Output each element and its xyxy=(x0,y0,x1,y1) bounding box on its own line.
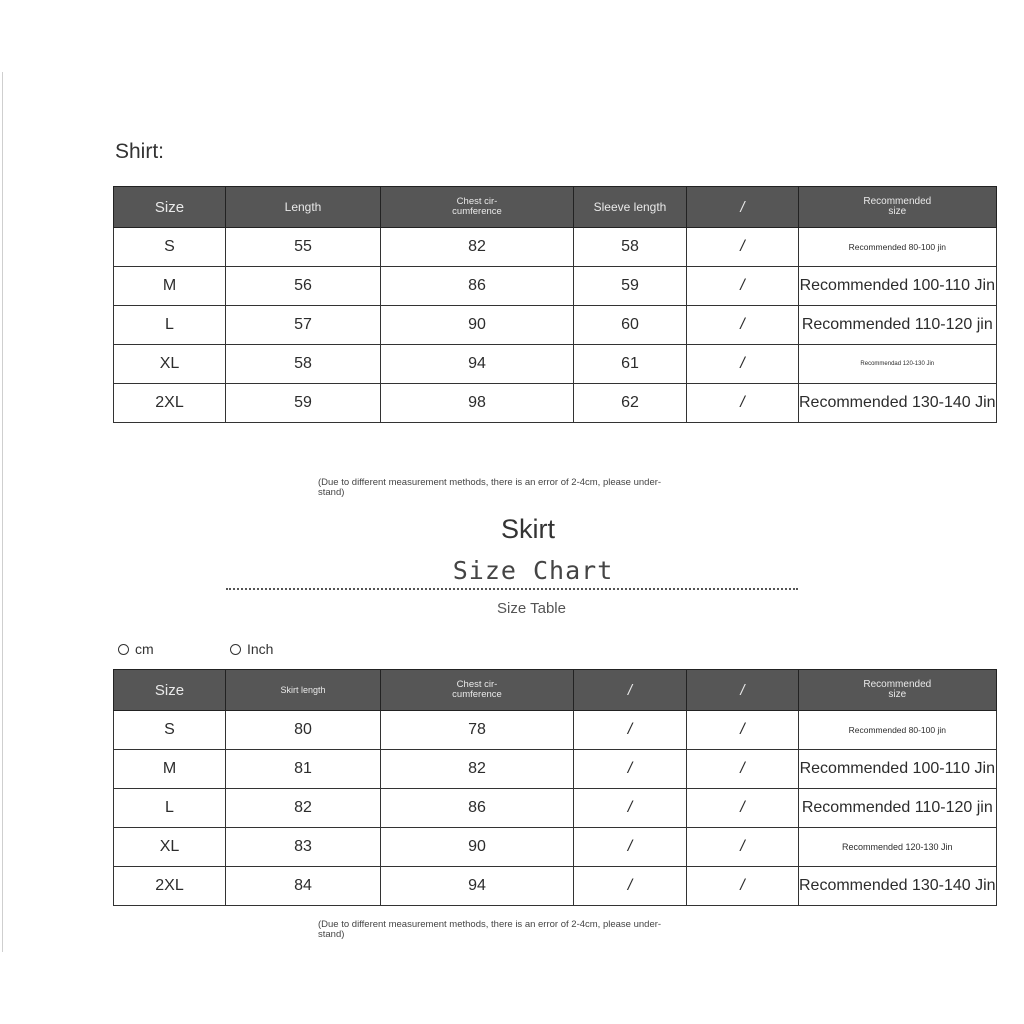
unit-option-cm[interactable] xyxy=(118,641,154,657)
cell-chest: 86 xyxy=(381,267,574,306)
header-slash: / xyxy=(687,187,799,228)
cell-skirt-length: 81 xyxy=(226,750,381,789)
cell-recommended: Recommended 80-100 jin xyxy=(799,711,997,750)
table-row xyxy=(114,267,997,306)
table-row xyxy=(114,828,997,867)
cell-size: 2XL xyxy=(114,384,226,423)
table-row xyxy=(114,345,997,384)
cell-recommended: Recommended 100-110 Jin xyxy=(799,750,997,789)
header-size: Size xyxy=(114,187,226,228)
table-row xyxy=(114,750,997,789)
cell-size: M xyxy=(114,750,226,789)
header-sleeve-length: Sleeve length xyxy=(574,187,687,228)
header-slash: / xyxy=(687,670,799,711)
table-header-row xyxy=(114,187,997,228)
cell-slash: / xyxy=(574,828,687,867)
cell-slash: / xyxy=(574,789,687,828)
header-chest-circumference xyxy=(381,187,574,228)
cell-chest: 82 xyxy=(381,228,574,267)
table-row xyxy=(114,306,997,345)
cell-size: XL xyxy=(114,828,226,867)
cell-sleeve: 60 xyxy=(574,306,687,345)
header-chest-line-1: Chest cir- xyxy=(456,196,498,207)
cell-size: S xyxy=(114,711,226,750)
cell-recommended: Recommended 120-130 Jin xyxy=(799,828,997,867)
note-line-2: stand) xyxy=(318,929,345,940)
cell-sleeve: 59 xyxy=(574,267,687,306)
cell-sleeve: 62 xyxy=(574,384,687,423)
unit-option-inch[interactable] xyxy=(230,641,273,657)
cell-length: 57 xyxy=(226,306,381,345)
unit-label-cm: cm xyxy=(135,641,154,657)
cell-skirt-length: 84 xyxy=(226,867,381,906)
cell-slash: / xyxy=(687,867,799,906)
cell-size: 2XL xyxy=(114,867,226,906)
header-reco-line-2: size xyxy=(888,206,907,217)
skirt-section-title: Skirt xyxy=(501,514,555,544)
cell-slash: / xyxy=(574,867,687,906)
cell-size: L xyxy=(114,306,226,345)
cell-slash: / xyxy=(687,306,799,345)
cell-chest: 98 xyxy=(381,384,574,423)
header-chest-circumference xyxy=(381,670,574,711)
header-reco-line-1: Recommended xyxy=(863,196,932,207)
header-recommended-size xyxy=(799,187,997,228)
cell-recommended: Recommended 100-110 Jin xyxy=(799,267,997,306)
cell-size: XL xyxy=(114,345,226,384)
cell-slash: / xyxy=(687,711,799,750)
cell-slash: / xyxy=(574,711,687,750)
header-slash: / xyxy=(574,670,687,711)
cell-size: M xyxy=(114,267,226,306)
cell-recommended: Recommendad 120-130 Jin xyxy=(799,345,997,384)
cell-recommended: Recommended 110-120 jin xyxy=(799,306,997,345)
header-chest-line-1: Chest cir- xyxy=(456,679,498,690)
cell-recommended: Recommended 80-100 jin xyxy=(799,228,997,267)
skirt-size-table xyxy=(113,669,997,906)
cell-slash: / xyxy=(687,384,799,423)
left-border-line xyxy=(2,72,3,952)
cell-skirt-length: 82 xyxy=(226,789,381,828)
cell-length: 59 xyxy=(226,384,381,423)
cell-size: L xyxy=(114,789,226,828)
skirt-measurement-note xyxy=(318,920,703,940)
cell-slash: / xyxy=(687,228,799,267)
cell-skirt-length: 83 xyxy=(226,828,381,867)
cell-chest: 90 xyxy=(381,828,574,867)
cell-slash: / xyxy=(687,267,799,306)
header-length: Length xyxy=(226,187,381,228)
dotted-divider xyxy=(226,588,798,590)
cell-slash: / xyxy=(687,750,799,789)
table-row xyxy=(114,711,997,750)
header-chest-line-2: cumference xyxy=(452,689,502,700)
cell-recommended: Recommended 130-140 Jin xyxy=(799,384,997,423)
cell-chest: 86 xyxy=(381,789,574,828)
radio-circle-icon[interactable] xyxy=(118,644,129,655)
cell-sleeve: 61 xyxy=(574,345,687,384)
header-chest-line-2: cumference xyxy=(452,206,502,217)
cell-length: 56 xyxy=(226,267,381,306)
cell-chest: 90 xyxy=(381,306,574,345)
table-row xyxy=(114,789,997,828)
shirt-size-table xyxy=(113,186,997,423)
table-row xyxy=(114,228,997,267)
cell-length: 58 xyxy=(226,345,381,384)
cell-chest: 94 xyxy=(381,345,574,384)
cell-sleeve: 58 xyxy=(574,228,687,267)
note-line-2: stand) xyxy=(318,487,345,498)
unit-label-inch: Inch xyxy=(247,641,274,657)
note-line-1: (Due to different measurement methods, there is an error of 2-4cm, please under- xyxy=(318,919,662,930)
header-reco-line-1: Recommended xyxy=(863,679,932,690)
table-header-row xyxy=(114,670,997,711)
cell-slash: / xyxy=(687,828,799,867)
cell-size: S xyxy=(114,228,226,267)
cell-slash: / xyxy=(574,750,687,789)
cell-slash: / xyxy=(687,345,799,384)
cell-recommended: Recommended 130-140 Jin xyxy=(799,867,997,906)
header-skirt-length: Skirt length xyxy=(226,670,381,711)
cell-chest: 82 xyxy=(381,750,574,789)
cell-chest: 78 xyxy=(381,711,574,750)
cell-length: 55 xyxy=(226,228,381,267)
shirt-section-title: Shirt: xyxy=(115,140,165,163)
table-row xyxy=(114,384,997,423)
header-size: Size xyxy=(114,670,226,711)
cell-recommended: Recommended 110-120 jin xyxy=(799,789,997,828)
note-line-1: (Due to different measurement methods, there is an error of 2-4cm, please under- xyxy=(318,477,662,488)
cell-skirt-length: 80 xyxy=(226,711,381,750)
size-chart-title: Size Chart xyxy=(452,556,614,585)
header-recommended-size xyxy=(799,670,997,711)
size-table-subtitle: Size Table xyxy=(497,600,566,617)
radio-circle-icon[interactable] xyxy=(230,644,241,655)
cell-slash: / xyxy=(687,789,799,828)
shirt-measurement-note xyxy=(318,478,703,498)
cell-chest: 94 xyxy=(381,867,574,906)
table-row xyxy=(114,867,997,906)
header-reco-line-2: size xyxy=(888,689,907,700)
